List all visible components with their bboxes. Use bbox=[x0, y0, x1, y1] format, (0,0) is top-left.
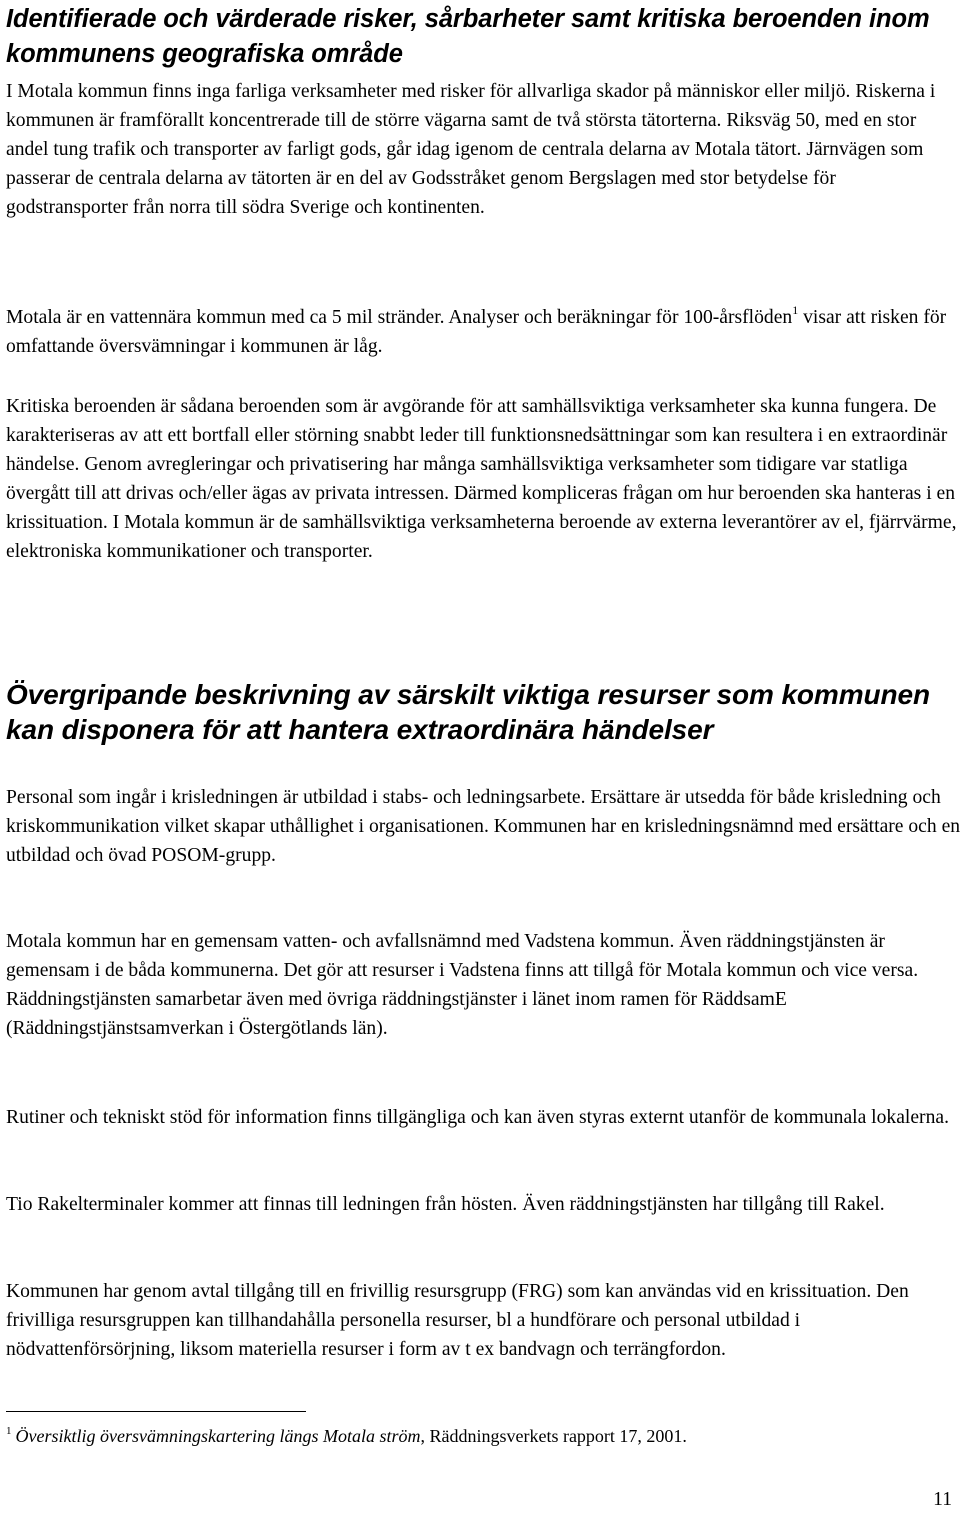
page-number: 11 bbox=[933, 1489, 952, 1510]
footnote-source-detail: , Räddningsverkets rapport 17, 2001. bbox=[420, 1426, 687, 1446]
paragraph-cooperation: Motala kommun har en gemensam vatten- och avfallsnämnd med Vadstena kommun. Även räddningstjänsten är gemensam i de båda kommunerna. Det gör att resurser i Vadstena finns att tillgå för Motala kommun och vice versa. Räddningstjänsten samarbetar även med övriga räddningstjänster i länet inom ramen för RäddsamE (Räddningstjänstsamverkan i Östergötlands län). bbox=[6, 931, 919, 1039]
section-heading-risks: Identifierade och värderade risker, sårbarheter samt kritiska beroenden inom kommunens geografiska område bbox=[6, 5, 930, 68]
paragraph-risks: I Motala kommun finns inga farliga verksamheter med risker för allvarliga skador på människor eller miljö. Riskerna i kommunen är framförallt koncentrerade till de större vägarna samt de två största tätorterna. Riksväg 50, med en stor andel tung trafik och transporter av farligt gods, går idag igenom de centrala delarna av Motala tätort. Järnvägen som passerar de centrala delarna av tätorten är en del av Godsstråket genom Bergslagen med stor betydelse för godstransporter från norra till södra Sverige och kontinenten. bbox=[6, 81, 936, 218]
paragraph-water-text-end: visar att risken för omfattande översvämningar i kommunen är låg. bbox=[6, 307, 947, 357]
section-heading-resources: Övergripande beskrivning av särskilt viktiga resurser som kommunen kan disponera för att hantera extraordinära händelser bbox=[6, 679, 930, 745]
paragraph-information: Rutiner och tekniskt stöd för information finns tillgängliga och kan även styras externt utanför de kommunala lokalerna. bbox=[6, 1107, 949, 1128]
footnote-source-title: Översiktlig översvämningskartering längs Motala ström bbox=[15, 1426, 421, 1446]
footnote-divider bbox=[6, 1411, 306, 1412]
paragraph-rakel: Tio Rakelterminaler kommer att finnas till ledningen från hösten. Även räddningstjänsten har tillgång till Rakel. bbox=[6, 1194, 885, 1215]
paragraph-water-text: Motala är en vattennära kommun med ca 5 mil stränder. Analyser och beräkningar för 100-årsflöden bbox=[6, 307, 793, 328]
paragraph-critical-dependencies: Kritiska beroenden är sådana beroenden som är avgörande för att samhällsviktiga verksamheter ska kunna fungera. De karakteriseras av att ett bortfall eller störning snabbt leder till funktionsnedsättningar som kan resultera i en extraordinär händelse. Genom avregleringar och privatisering har många samhällsviktiga verksamheter som tidigare var statliga övergått till att drivas och/eller ägas av privata intressen. Därmed kompliceras frågan om hur beroenden ska hanteras i en krissituation. I Motala kommun är de samhällsviktiga verksamheterna beroende av externa leverantörer av el, fjärrvärme, elektroniska kommunikationer och transporter. bbox=[6, 396, 957, 562]
footnote bbox=[6, 1422, 687, 1450]
paragraph-personnel: Personal som ingår i krisledningen är utbildad i stabs- och ledningsarbete. Ersättare är utsedda för både krisledning och kriskommunikation vilket skapar uthållighet i organisationen. Kommunen har en krisledningsnämnd med ersättare och en utbildad och övad POSOM-grupp. bbox=[6, 787, 960, 866]
paragraph-water bbox=[6, 303, 960, 361]
paragraph-frg: Kommunen har genom avtal tillgång till en frivillig resursgrupp (FRG) som kan användas vid en krissituation. Den frivilliga resursgruppen kan tillhandahålla personella resurser, bl a hundförare och personal utbildad i nödvattenförsörjning, liksom materiella resurser i form av t ex bandvagn och terrängfordon. bbox=[6, 1281, 909, 1360]
footnote-marker: 1 bbox=[6, 1425, 12, 1437]
footnote-reference[interactable]: 1 bbox=[792, 303, 799, 317]
